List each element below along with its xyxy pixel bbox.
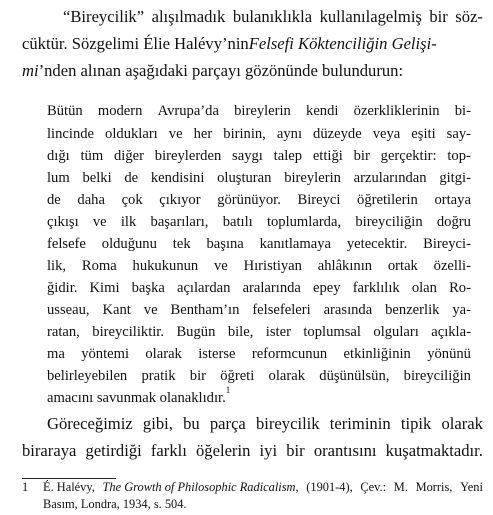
- word: tüm: [80, 148, 104, 164]
- word: Çev.:: [360, 480, 387, 494]
- word: ve: [143, 302, 158, 318]
- quote-line: [47, 258, 471, 275]
- word: olan: [411, 280, 437, 296]
- word: bir: [286, 441, 305, 460]
- word: bi-: [454, 103, 471, 119]
- word: bireylerin: [284, 170, 341, 186]
- footnote-line-2-text: Basım, Londra, 1934, s. 504.: [43, 497, 187, 511]
- word: ve: [168, 126, 183, 142]
- word: öğretilerin: [357, 192, 418, 208]
- word: aralarında: [242, 280, 301, 296]
- word: daha: [77, 192, 105, 208]
- quote-line: [47, 103, 471, 120]
- word: özerkliklerinin: [353, 103, 440, 119]
- conclusion-line-1: [47, 414, 483, 434]
- word: M.: [393, 480, 408, 494]
- word: ilk: [120, 214, 137, 230]
- word: öğreti: [220, 368, 255, 384]
- intro-line-3-text: ’nden alınan aşağıdaki parçayı gözönünde bulundurun:: [38, 61, 404, 80]
- word: Roma: [81, 258, 117, 274]
- quote-last-line: [47, 385, 471, 407]
- word: olarak: [268, 368, 306, 384]
- word: modern: [97, 103, 143, 119]
- word: yöntemi: [81, 346, 130, 362]
- word: her: [193, 126, 213, 142]
- word: düzeyde: [313, 126, 362, 142]
- word: de: [124, 170, 139, 186]
- footnote-author: É. Halévy,: [43, 480, 95, 494]
- intro-line-3: [22, 61, 483, 81]
- word: felsefe: [47, 236, 86, 252]
- word: Avrupa’da: [157, 103, 219, 119]
- word: ratan,: [47, 324, 80, 340]
- word: çıkıyor: [159, 192, 201, 208]
- word: say-: [446, 126, 471, 142]
- word: aynı: [276, 126, 303, 142]
- word: Ro-: [449, 280, 471, 296]
- word: oluşturan: [217, 170, 272, 186]
- word: dığı: [47, 148, 70, 164]
- footnote-line-1: [43, 480, 483, 495]
- word: ettiği: [312, 148, 343, 164]
- word: farklı: [150, 441, 187, 460]
- word: yönünü: [427, 346, 471, 362]
- word: kuşatmaktadır.: [385, 441, 483, 460]
- word: farklılık: [352, 280, 400, 296]
- word: çok: [121, 192, 143, 208]
- word: başka: [131, 280, 165, 296]
- book-title-part-2: mi: [22, 61, 39, 80]
- word: yetecektir.: [346, 236, 408, 252]
- word: parça: [209, 414, 246, 433]
- word: talep: [273, 148, 303, 164]
- word: kullanılagelmiş: [319, 7, 422, 26]
- word: diğer: [114, 148, 144, 164]
- word: özelli-: [433, 258, 471, 274]
- quote-line: [47, 280, 471, 297]
- word: birinin,: [223, 126, 266, 142]
- word: olarak: [441, 414, 483, 433]
- word: top-: [447, 148, 471, 164]
- word: Kant: [102, 302, 131, 318]
- intro-line-1: [63, 7, 483, 27]
- word: hukukunun: [132, 258, 199, 274]
- word: bireylerden: [154, 148, 222, 164]
- word: Kimi: [89, 280, 120, 296]
- word: düşünülsün,: [319, 368, 390, 384]
- word: bulanıklıkla: [232, 7, 313, 26]
- word: oldukları: [105, 126, 158, 142]
- word: de: [47, 192, 61, 208]
- word: (1901-4),: [306, 480, 353, 494]
- word: getirdiği: [85, 441, 142, 460]
- footnote-reference[interactable]: 1: [225, 385, 231, 395]
- word: çıkışı: [47, 214, 79, 230]
- word: toplumsal: [303, 324, 361, 340]
- word: doğru: [436, 214, 471, 230]
- word: Bugün: [176, 324, 216, 340]
- word: lum: [47, 170, 70, 186]
- quote-line: [47, 324, 471, 341]
- word: biraraya: [22, 441, 77, 460]
- word: arzularından: [353, 170, 427, 186]
- quote-line: [47, 346, 471, 363]
- word: toplumlarda,: [266, 214, 342, 230]
- word: gerçektir:: [380, 148, 437, 164]
- word: bir: [353, 148, 370, 164]
- word: arasında: [323, 302, 373, 318]
- word: Bireyci-: [423, 236, 471, 252]
- word: açıkla-: [431, 324, 471, 340]
- quote-line: [47, 236, 471, 253]
- word: ve: [214, 258, 228, 274]
- quote-last-line-text: amacını savunmak olanaklıdır.: [47, 390, 226, 406]
- word: Hıristiyan: [243, 258, 302, 274]
- word: belki: [82, 170, 112, 186]
- word: reformcunun: [251, 346, 328, 362]
- word: Bütün: [47, 103, 83, 119]
- word: başarıları,: [150, 214, 209, 230]
- word: olarak: [145, 346, 182, 362]
- word: “Bireycilik”: [63, 7, 145, 26]
- word: ister: [265, 324, 291, 340]
- word: ve: [92, 214, 107, 230]
- word: felsefeleri: [252, 302, 311, 318]
- word: kanıtlamaya: [259, 236, 331, 252]
- word: usseau,: [47, 302, 90, 318]
- word: Morris,: [415, 480, 453, 494]
- word: olguları: [373, 324, 419, 340]
- word: bireylerin: [234, 103, 291, 119]
- word: ortak: [387, 258, 418, 274]
- word: öğelerin: [196, 441, 251, 460]
- word: Göreceğimiz: [47, 414, 133, 433]
- word: ya-: [452, 302, 471, 318]
- word: lik,: [47, 258, 67, 274]
- word: kendisini: [150, 170, 205, 186]
- word: bir: [429, 7, 448, 26]
- book-title-part-1: Felsefi Köktenciliğin Gelişi-: [248, 34, 437, 53]
- word: bu: [183, 414, 200, 433]
- word: lincinde: [47, 126, 95, 142]
- word: alışılmadık: [151, 7, 226, 26]
- word: Bireyci: [297, 192, 341, 208]
- footnote-number: 1: [22, 480, 29, 494]
- word: Bentham’ın: [170, 302, 240, 318]
- word: veya: [372, 126, 401, 142]
- word: gitgi-: [439, 170, 471, 186]
- word: etkinliğinin: [343, 346, 411, 362]
- word: açılardan: [176, 280, 231, 296]
- word: ma: [47, 346, 65, 362]
- quote-line: [47, 192, 471, 209]
- word: görünüyor.: [217, 192, 281, 208]
- word: olduğunu: [101, 236, 157, 252]
- word: saygı: [232, 148, 263, 164]
- word: gibi,: [142, 414, 173, 433]
- footnote-line-2: [43, 497, 483, 512]
- word: eşiti: [411, 126, 436, 142]
- word: orantısını: [313, 441, 377, 460]
- footnote-book-title: The Growth of Philosophic Radicalism,: [102, 480, 299, 494]
- word: ahlâkının: [317, 258, 373, 274]
- word: tek: [172, 236, 191, 252]
- footnote-divider: [22, 478, 116, 479]
- word: benzerlik: [385, 302, 440, 318]
- quote-line: [47, 126, 471, 143]
- quote-line: [47, 302, 471, 319]
- word: Yeni: [460, 480, 483, 494]
- word: pratik: [141, 368, 176, 384]
- word: bir: [189, 368, 206, 384]
- intro-line-2-text: cüktür. Sözgelimi Élie Halévy’nin: [22, 34, 249, 53]
- word: bile,: [227, 324, 254, 340]
- word: belirleyebilen: [47, 368, 128, 384]
- word: bireyciliktir.: [92, 324, 165, 340]
- word: iyi: [259, 441, 278, 460]
- word: epey: [313, 280, 341, 296]
- word: bireycilik: [256, 414, 320, 433]
- word: ortaya: [434, 192, 471, 208]
- quote-line: [47, 368, 471, 385]
- word: söz-: [455, 7, 483, 26]
- quote-line: [47, 214, 471, 231]
- word: başına: [206, 236, 244, 252]
- word: bireyciliğin: [355, 214, 423, 230]
- word: batılı: [222, 214, 253, 230]
- quote-line: [47, 170, 471, 187]
- intro-line-2: [22, 34, 483, 54]
- quote-line: [47, 148, 471, 165]
- word: isterse: [198, 346, 236, 362]
- word: tipik: [400, 414, 432, 433]
- word: teriminin: [329, 414, 391, 433]
- word: kendi: [306, 103, 339, 119]
- conclusion-line-2: [22, 441, 483, 461]
- word: ğidir.: [47, 280, 78, 296]
- word: bireyciliğin: [403, 368, 471, 384]
